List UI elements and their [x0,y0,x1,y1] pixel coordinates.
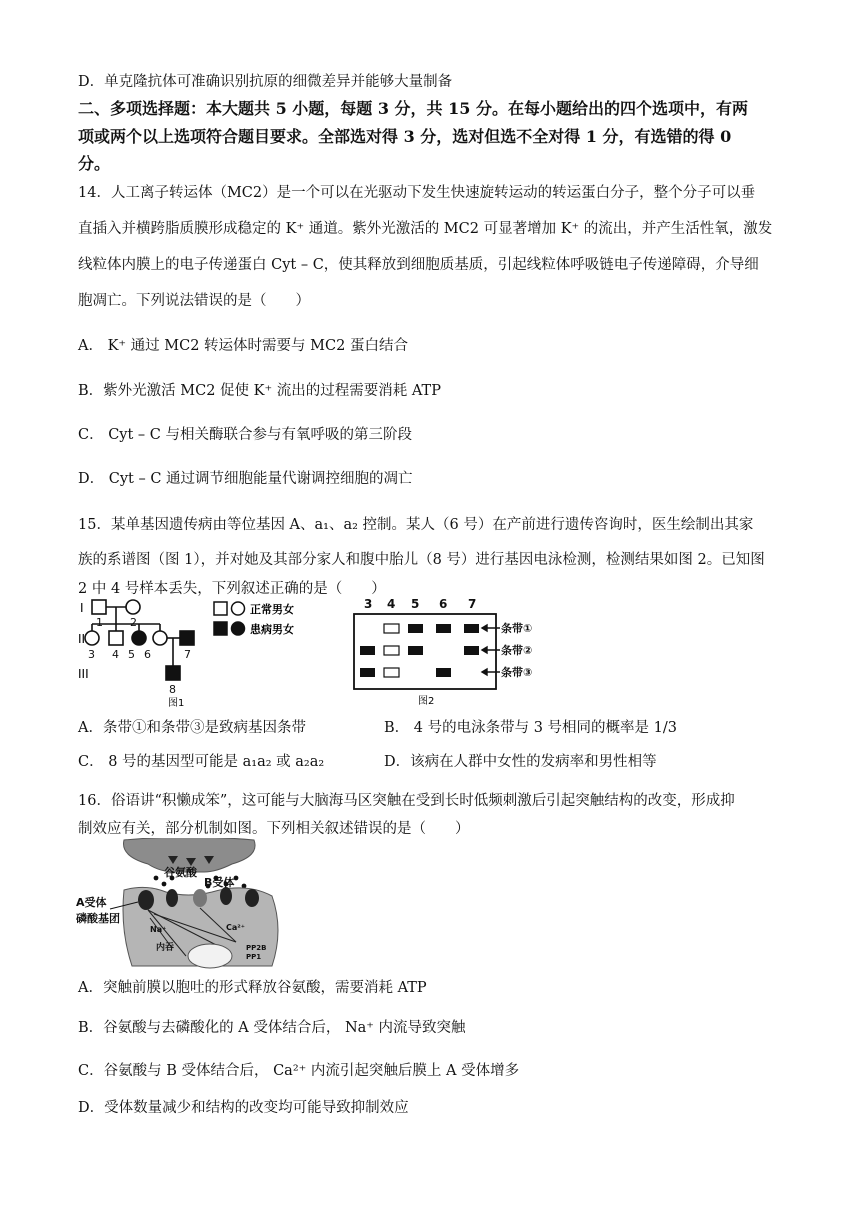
receptor-b [193,889,207,907]
section-heading-line1: 二、多项选择题：本大题共 5 小题，每题 3 分，共 15 分。在每小题给出的四个选项中，有两 [78,99,748,118]
q14-option-c: C． Cyt – C 与相关酶联合参与有氧呼吸的第三阶段 [78,427,412,443]
gel-band-lane7-row1 [464,624,479,633]
pedigree-person-5 [132,631,146,645]
gen-label-1: I [80,601,84,615]
legend-normal-label: 正常男女 [250,603,294,616]
pedigree-num-4: 4 [112,648,119,661]
legend-affected-male-icon [214,622,227,635]
label-pp2b: PP2B [246,944,267,952]
pedigree-num-8: 8 [169,683,176,696]
gen-label-3: III [78,667,89,681]
figure1-caption: 图1 [168,698,185,709]
pedigree-num-1: 1 [96,616,103,629]
figure2-caption: 图2 [418,696,435,707]
q16-stem-line2: 制效应有关，部分机制如图。下列相关叙述错误的是（ ） [78,821,470,837]
lane-label-4: 4 [387,597,396,611]
band-label-1: 条带① [501,622,533,635]
pedigree-num-7: 7 [184,648,191,661]
electrophoresis-figure [350,596,580,708]
q14-stem-line3: 线粒体内膜上的电子传递蛋白 Cyt – C，使其释放到细胞质基质，引起线粒体呼吸链电子传递障碍，介导细 [78,257,759,273]
prev-option-d: D．单克隆抗体可准确识别抗原的细微差异并能够大量制备 [78,74,453,90]
legend-normal-male-icon [214,602,227,615]
gel-band-lane6-row3 [436,668,451,677]
section-heading-line3: 分。 [78,154,111,173]
receptor-a-4 [245,889,259,907]
q14-option-d: D． Cyt – C 通过调节细胞能量代谢调控细胞的凋亡 [78,471,413,487]
q16-option-b: B．谷氨酸与去磷酸化的 A 受体结合后， Na⁺ 内流导致突触 [78,1020,466,1036]
lane-label-6: 6 [439,597,448,611]
label-ca: Ca²⁺ [226,923,245,932]
lane-label-7: 7 [468,597,477,611]
pedigree-figure [78,598,318,710]
q14-option-a: A． K⁺ 通过 MC2 转运体时需要与 MC2 蛋白结合 [78,338,408,354]
label-receptor-a: A受体 [76,896,107,909]
q15-option-a: A．条带①和条带③是致病基因条带 [78,720,306,736]
pedigree-person-8 [166,666,180,680]
q15-stem-line1: 15．某单基因遗传病由等位基因 A、a₁、a₂ 控制。某人（6 号）在产前进行遗传咨询时，医生绘制出其家 [78,517,754,533]
gel-band-lane4-row3 [384,668,399,677]
pedigree-person-7 [180,631,194,645]
legend-affected-label: 患病男女 [250,623,294,636]
pedigree-num-3: 3 [88,648,95,661]
band-label-3: 条带③ [501,666,533,679]
legend-affected-female-icon [232,622,245,635]
label-receptor-b: B受体 [204,876,235,889]
pedigree-person-6 [153,631,167,645]
label-endocytosis: 内吞 [156,943,175,953]
pedigree-num-6: 6 [144,648,151,661]
section-heading-line2: 项或两个以上选项符合题目要求。全部选对得 3 分，选对但选不全对得 1 分，有选错的得 0 [78,127,732,146]
gel-band-lane3-row2 [360,646,375,655]
lane-label-5: 5 [411,597,420,611]
label-pp1: PP1 [246,953,262,961]
lane-label-3: 3 [364,597,373,611]
gel-band-lane5-row2 [408,646,423,655]
gel-band-lane6-row1 [436,624,451,633]
legend-normal-female-icon [232,602,245,615]
pedigree-num-2: 2 [130,616,137,629]
q15-stem-line2: 族的系谱图（图 1），并对她及其部分家人和腹中胎儿（8 号）进行基因电泳检测，检测结果如图 2。已知图 [78,552,765,568]
q14-stem-line2: 直插入并横跨脂质膜形成稳定的 K⁺ 通道。紫外光激活的 MC2 可显著增加 K⁺ 的流出，并产生活性氧，激发 [78,221,773,237]
pedigree-num-5: 5 [128,648,135,661]
receptor-a [138,890,154,910]
endocytic-vesicle [188,944,232,968]
q16-option-a: A．突触前膜以胞吐的形式释放谷氨酸，需要消耗 ATP [78,980,427,996]
label-na: Na⁺ [150,925,167,934]
gel-band-lane3-row3 [360,668,375,677]
synapse-figure [76,838,302,972]
pedigree-person-2 [126,600,140,614]
band-label-2: 条带② [501,644,533,657]
q14-stem-line4: 胞凋亡。下列说法错误的是（ ） [78,293,310,309]
q15-stem-line3: 2 中 4 号样本丢失，下列叙述正确的是（ ） [78,581,386,597]
q15-option-d: D．该病在人群中女性的发病率和男性相等 [384,754,657,770]
gel-band-lane4-row1 [384,624,399,633]
q16-option-c: C．谷氨酸与 B 受体结合后， Ca²⁺ 内流引起突触后膜上 A 受体增多 [78,1063,520,1079]
q15-option-c: C． 8 号的基因型可能是 a₁a₂ 或 a₂a₂ [78,754,325,770]
receptor-a-3 [220,887,232,905]
pedigree-person-1 [92,600,106,614]
q14-option-b: B．紫外光激活 MC2 促使 K⁺ 流出的过程需要消耗 ATP [78,383,441,399]
q16-option-d: D．受体数量减少和结构的改变均可能导致抑制效应 [78,1100,409,1116]
label-phosphate: 磷酸基团 [76,912,120,925]
q15-option-b: B． 4 号的电泳条带与 3 号相同的概率是 1/3 [384,720,677,736]
gen-label-2: II [78,632,86,646]
pedigree-person-3 [85,631,99,645]
gel-band-lane4-row2 [384,646,399,655]
gel-band-lane5-row1 [408,624,423,633]
receptor-a-2 [166,889,178,907]
q14-stem-line1: 14．人工离子转运体（MC2）是一个可以在光驱动下发生快速旋转运动的转运蛋白分子，整个分子可以垂 [78,185,756,201]
q16-stem-line1: 16．俗语讲“积懒成笨”，这可能与大脑海马区突触在受到长时低频刺激后引起突触结构的改变，形成抑 [78,793,735,809]
label-glutamate: 谷氨酸 [164,866,197,879]
gel-band-lane7-row2 [464,646,479,655]
pedigree-person-4 [109,631,123,645]
